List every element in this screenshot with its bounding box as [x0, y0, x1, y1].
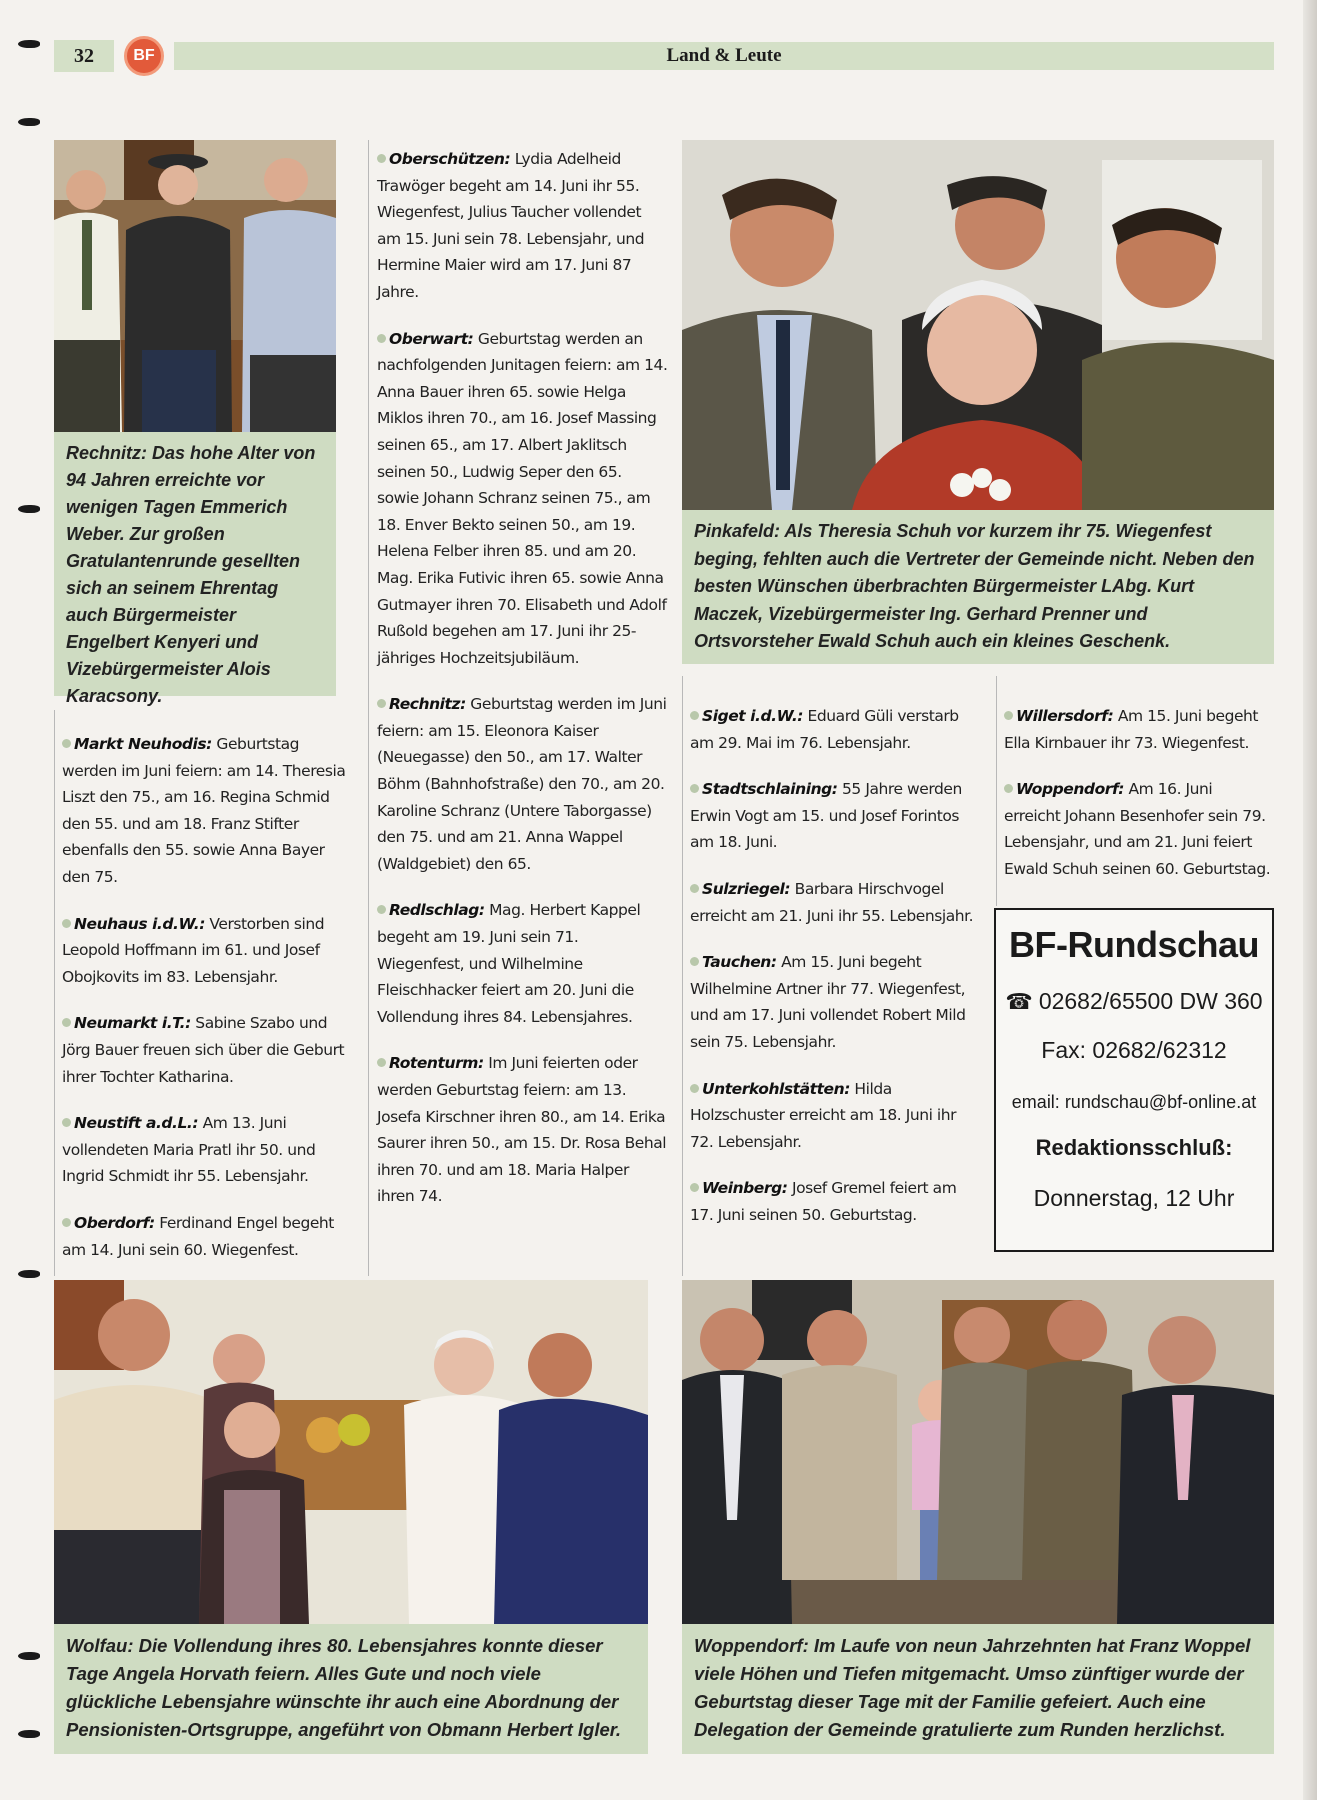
news-entry: [377, 1050, 668, 1210]
entry-text: Am 15. Juni begeht Ella Kirnbauer ihr 73. Wiegenfest.: [1004, 707, 1259, 752]
page-header: [54, 40, 1274, 72]
deadline-value: Donnerstag, 12 Uhr: [1033, 1185, 1235, 1211]
contact-phone-number: 02682/65500 DW 360: [1038, 988, 1263, 1014]
bullet-dot-icon: [377, 905, 386, 914]
caption-woppendorf: Woppendorf: Im Laufe von neun Jahrzehnten hat Franz Woppel viele Höhen und Tiefen mitgemacht. Umso zünftiger wurde der Geburtstag dieser Tage mit der Familie gefeiert. Auch eine Delegation der Gemeinde gratulierte zum Runden herzlichst.: [682, 1624, 1274, 1754]
column-rule: [54, 710, 55, 1276]
news-entry: [690, 1076, 981, 1156]
bullet-dot-icon: [377, 334, 386, 343]
news-entry: [62, 1210, 352, 1263]
entry-text: Geburtstag werden an nachfolgenden Junitagen feiern: am 14. Anna Bauer ihren 65. sowie Helga Miklos ihren 70., am 16. Josef Massing seinen 65., am 17. Albert Jaklitsch seinen 50., Ludwig Seper den 65. sowie Johann Schranz seinen 75., am 18. Enver Bekto seinen 50., am 19. Helena Felber ihren 85. und am 20. Mag. Erika Futivic ihren 65. sowie Anna Gutmayer ihren 70. Elisabeth und Adolf Rußold begehen am 17. Juni ihr 25-jähriges Hochzeitsjubiläum.: [377, 329, 668, 667]
entry-text: Am 13. Juni vollendeten Maria Pratl ihr 50. und Ingrid Schmidt ihr 55. Lebensjahr.: [62, 1114, 316, 1186]
news-entry: [1004, 703, 1272, 756]
entry-text: Hilda Holzschuster erreicht am 18. Juni ihr 72. Lebensjahr.: [690, 1079, 957, 1151]
entry-location: Markt Neuhodis:: [74, 735, 212, 753]
binder-hole-mark: [18, 118, 40, 126]
news-entry: [690, 1175, 981, 1228]
contact-phone: [996, 988, 1272, 1015]
bullet-dot-icon: [377, 699, 386, 708]
entry-text: Josef Gremel feiert am 17. Juni seinen 50. Geburtstag.: [690, 1179, 957, 1224]
column-rule: [368, 140, 369, 1276]
caption-wolfau: Wolfau: Die Vollendung ihres 80. Lebensjahres konnte dieser Tage Angela Horvath feiern. Alles Gute und noch viele glückliche Lebensjahre wünschte ihr auch eine Abordnung der Pensionisten-Ortsgruppe, angeführt von Obmann Herbert Igler.: [54, 1624, 648, 1754]
entry-location: Rotenturm:: [389, 1054, 484, 1073]
news-entry: [690, 703, 981, 756]
bf-logo: BF: [124, 36, 164, 76]
column-rule: [682, 676, 683, 1276]
bullet-dot-icon: [690, 884, 699, 893]
binder-hole-mark: [18, 1652, 40, 1660]
entry-text: Ferdinand Engel begeht am 14. Juni sein 60. Wiegenfest.: [62, 1213, 334, 1259]
entry-text: Am 16. Juni erreicht Johann Besenhofer sein 79. Lebensjahr, und am 21. Juni feiert Ewald Schuh seinen 60. Geburtstag.: [1004, 780, 1271, 878]
entry-text: Barbara Hirschvogel erreicht am 21. Juni ihr 55. Lebensjahr.: [690, 879, 974, 925]
entry-location: Redlschlag:: [389, 901, 485, 920]
bullet-dot-icon: [62, 739, 71, 748]
bullet-dot-icon: [1004, 711, 1013, 720]
entry-text: Geburtstag werden im Juni feiern: am 15. Eleonora Kaiser (Neuegasse) den 50., am 17. Walter Böhm (Bahnhofstraße) den 70., am 20. Karoline Schranz (Untere Taborgasse) den 75. und am 21. Anna Wappel (Waldgebiet) den 65.: [377, 695, 667, 873]
news-entry: [690, 776, 981, 856]
text-column-2: [377, 146, 668, 1230]
binder-hole-mark: [18, 40, 40, 48]
caption-pinkafeld: Pinkafeld: Als Theresia Schuh vor kurzem ihr 75. Wiegenfest beging, fehlten auch die Vertreter der Gemeinde nicht. Neben den besten Wünschen überbrachten Bürgermeister LAbg. Kurt Maczek, Vizebürgermeister Ing. Gerhard Prenner und Ortsvorsteher Ewald Schuh auch ein kleines Geschenk.: [682, 510, 1274, 664]
photo-wolfau: [54, 1280, 648, 1624]
page-number: 32: [54, 40, 114, 72]
telephone-icon: ☎: [1005, 989, 1033, 1014]
bullet-dot-icon: [690, 1084, 699, 1093]
entry-location: Oberschützen:: [389, 150, 511, 168]
entry-text: Mag. Herbert Kappel begeht am 19. Juni sein 71. Wiegenfest, und Wilhelmine Fleischhacker feiert am 20. Juni die Vollendung ihres 84. Lebensjahres.: [377, 901, 641, 1026]
bf-rundschau-contact-box: [994, 908, 1274, 1252]
entry-text: 55 Jahre werden Erwin Vogt am 15. und Josef Forintos am 18. Juni.: [690, 780, 962, 852]
photo-pinkafeld: [682, 140, 1274, 510]
entry-location: Tauchen:: [702, 953, 777, 972]
contact-fax: Fax: 02682/62312: [1041, 1037, 1227, 1063]
entry-location: Unterkohlstätten:: [702, 1079, 850, 1098]
news-entry: [62, 731, 352, 891]
entry-location: Willersdorf:: [1016, 707, 1114, 725]
entry-text: Eduard Güli verstarb am 29. Mai im 76. Lebensjahr.: [690, 707, 959, 752]
bullet-dot-icon: [690, 784, 699, 793]
news-entry: [377, 691, 668, 877]
entry-text: Verstorben sind Leopold Hoffmann im 61. und Josef Obojkovits im 83. Lebensjahr.: [62, 914, 325, 986]
bullet-dot-icon: [1004, 784, 1013, 793]
bullet-dot-icon: [62, 1018, 71, 1027]
contact-box-title: BF-Rundschau: [1009, 924, 1259, 965]
entry-location: Neuhaus i.d.W.:: [74, 914, 205, 933]
entry-text: Geburtstag werden im Juni feiern: am 14. Theresia Liszt den 75., am 16. Regina Schmid den 55. und am 18. Franz Stifter ebenfalls den 55. sowie Anna Bayer den 75.: [62, 735, 346, 886]
news-entry: [62, 911, 352, 991]
entry-location: Stadtschlaining:: [702, 780, 838, 799]
bullet-dot-icon: [62, 919, 71, 928]
caption-rechnitz: Rechnitz: Das hohe Alter von 94 Jahren erreichte vor wenigen Tagen Emmerich Weber. Zur großen Gratulantenrunde gesellten sich an seinem Ehrentag auch Bürgermeister Engelbert Kenyeri und Vizebürgermeister Alois Karacsony.: [54, 432, 336, 696]
entry-location: Weinberg:: [702, 1179, 788, 1198]
column-rule: [996, 676, 997, 906]
entry-text: Sabine Szabo und Jörg Bauer freuen sich über die Geburt ihrer Tochter Katharina.: [62, 1014, 345, 1086]
news-entry: [62, 1010, 352, 1090]
entry-location: Neustift a.d.L.:: [74, 1114, 199, 1133]
news-entry: [690, 876, 981, 929]
entry-location: Oberdorf:: [74, 1213, 155, 1232]
entry-text: Am 15. Juni begeht Wilhelmine Artner ihr 77. Wiegenfest, und am 17. Juni vollendet Robert Mild sein 75. Lebensjahr.: [690, 953, 966, 1051]
bullet-dot-icon: [690, 1183, 699, 1192]
photo-rechnitz: [54, 140, 336, 432]
entry-location: Sulzriegel:: [702, 879, 791, 898]
bullet-dot-icon: [62, 1218, 71, 1227]
news-entry: [690, 949, 981, 1055]
entry-text: Im Juni feierten oder werden Geburtstag feiern: am 13. Josefa Kirschner ihren 80., am 14. Erika Saurer ihren 50., am 15. Dr. Rosa Behal ihren 70. und am 18. Maria Halper ihren 74.: [377, 1054, 667, 1206]
entry-location: Siget i.d.W.:: [702, 707, 804, 725]
page-edge-shadow: [1303, 0, 1317, 1800]
entry-location: Woppendorf:: [1016, 780, 1125, 799]
entry-location: Neumarkt i.T.:: [74, 1014, 191, 1033]
news-entry: [377, 146, 668, 306]
news-entry: [377, 897, 668, 1030]
bullet-dot-icon: [62, 1118, 71, 1127]
entry-text: Lydia Adelheid Trawöger begeht am 14. Juni ihr 55. Wiegenfest, Julius Taucher vollendet am 15. Juni sein 78. Lebensjahr, und Hermine Maier wird am 17. Juni 87 Jahre.: [377, 150, 645, 301]
deadline-label: Redaktionsschluß:: [1035, 1135, 1233, 1160]
text-column-3: [690, 703, 981, 1249]
photo-woppendorf: [682, 1280, 1274, 1624]
bullet-dot-icon: [377, 1058, 386, 1067]
text-column-1: [62, 731, 352, 1283]
section-title: Land & Leute: [174, 42, 1274, 70]
bullet-dot-icon: [690, 957, 699, 966]
bullet-dot-icon: [690, 711, 699, 720]
binder-hole-mark: [18, 1730, 40, 1738]
text-column-4: [1004, 703, 1272, 903]
entry-location: Rechnitz:: [389, 695, 466, 714]
news-entry: [1004, 776, 1272, 882]
binder-hole-mark: [18, 505, 40, 513]
news-entry: [62, 1110, 352, 1190]
binder-hole-mark: [18, 1270, 40, 1278]
entry-location: Oberwart:: [389, 329, 474, 348]
bullet-dot-icon: [377, 154, 386, 163]
news-entry: [377, 326, 668, 672]
contact-email: email: rundschau@bf-online.at: [1011, 1092, 1257, 1112]
